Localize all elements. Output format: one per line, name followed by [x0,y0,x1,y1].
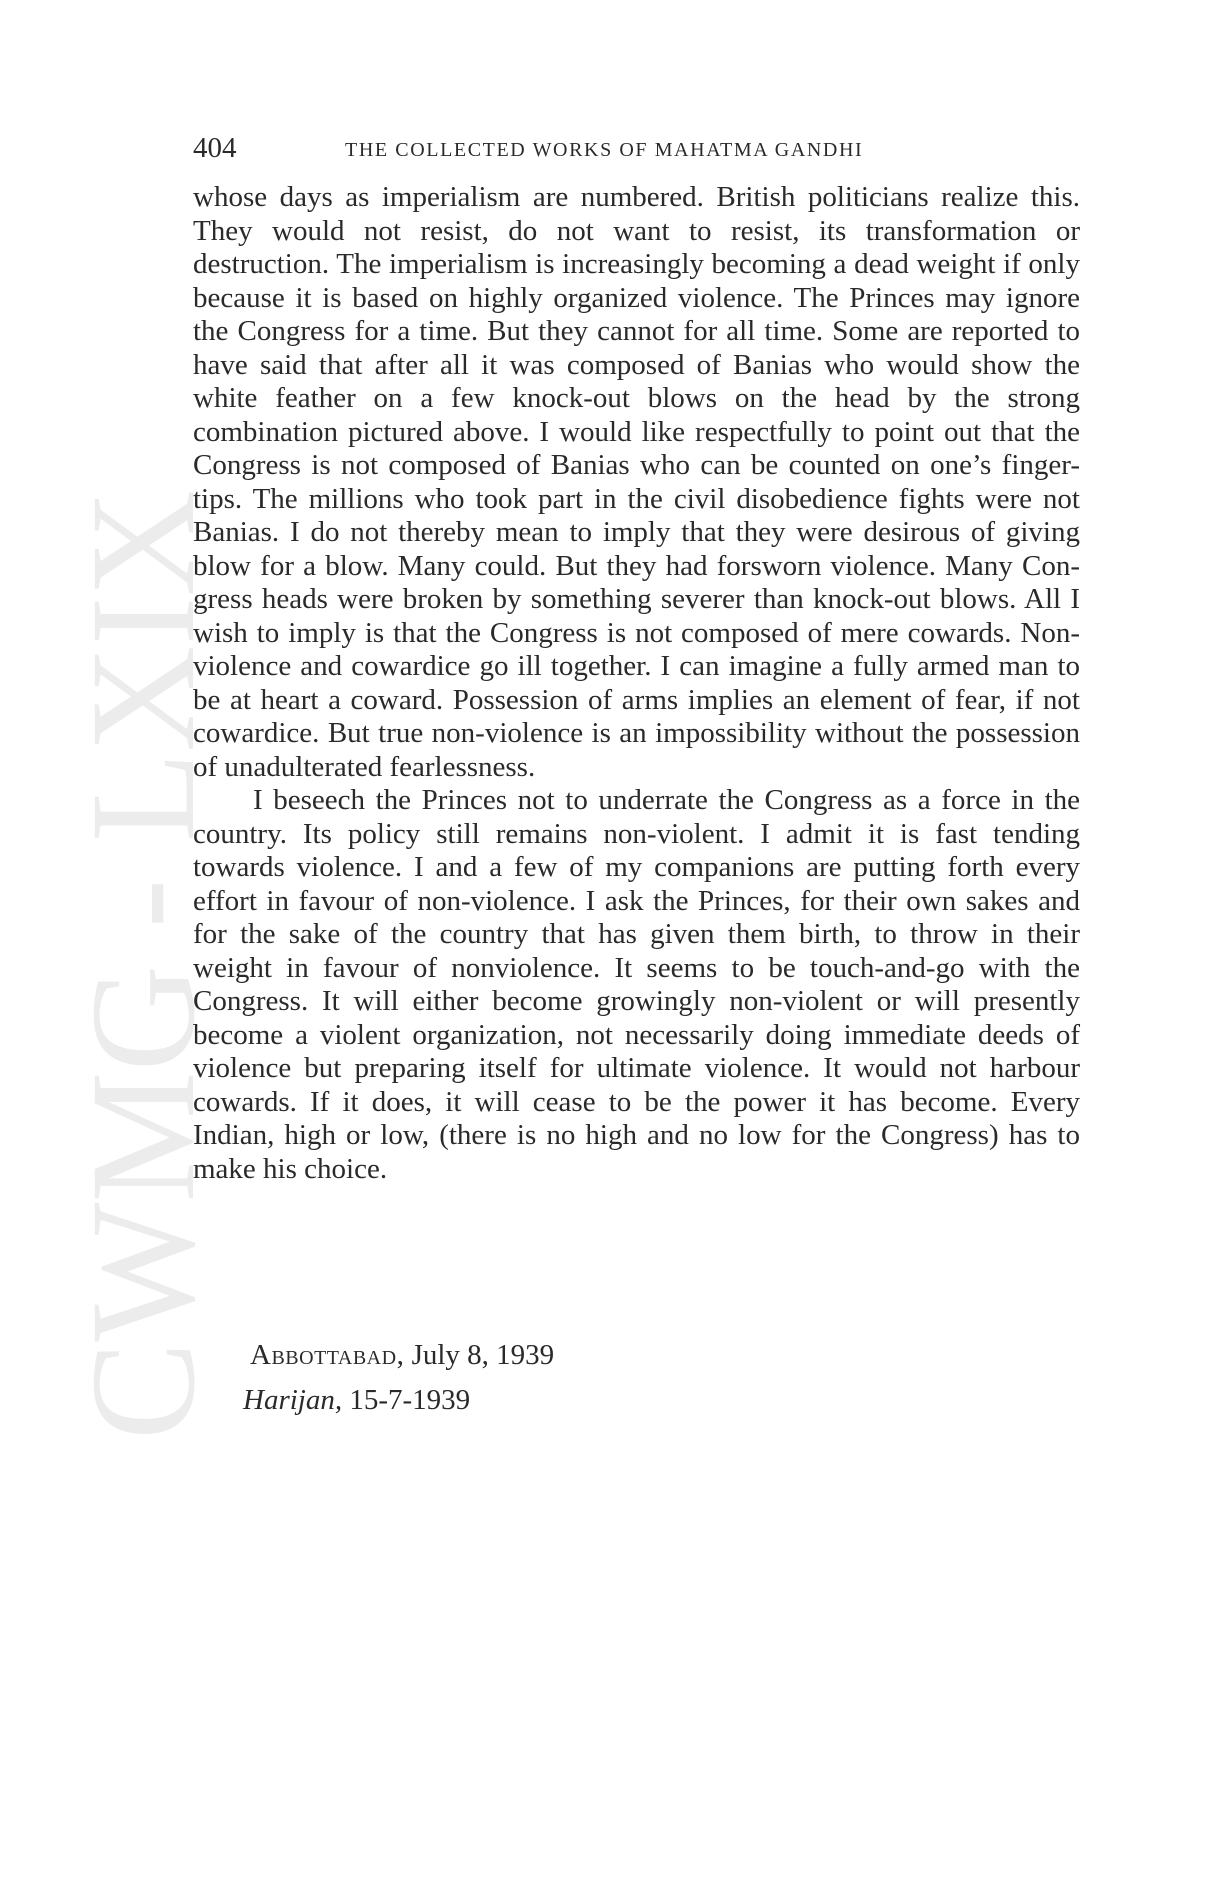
paragraph: whose days as imperialism are numbered. British politicians realize this. They would not resist, do not want to resist, its transformation or destruction. The imperialism is increasingly becoming a dead weight if only because it is based on highly organized violence. The Princes may ignore the Congress for a time. But they cannot for all time. Some are reported to have said that after all it was composed of Banias who would show the white feather on a few knock-out blows on the head by the strong combination pictured above. I would like respectfully to point out that the Congress is not composed of Banias who can be counted on one’s finger-tips. The millions who took part in the civil disobedience fights were not Banias. I do not thereby mean to imply that they were desirous of giving blow for a blow. Many could. But they had forsworn violence. Many Congress heads were broken by something severer than knock-out blows. All I wish to imply is that the Congress is not composed of mere cowards. Non-violence and cowardice go ill together. I can imagine a fully armed man to be at heart a coward. Possession of arms implies an element of fear, if not cowardice. But true non-violence is an impossibility without the possession of unadulterated fearlessness. [193,181,1080,783]
body-text [193,181,1080,1186]
paragraph: I beseech the Princes not to underrate the Congress as a force in the country. Its policy still remains non-violent. I admit it is fast tending towards violence. I and a few of my companions are putting forth every effort in favour of non-violence. I ask the Princes, for their own sakes and for the sake of the country that has given them birth, to throw in their weight in favour of nonviolence. It seems to be touch-and-go with the Congress. It will either become growingly non-violent or will presently become a violent organization, not necessarily doing immediate deeds of violence but preparing itself for ultimate violence. It would not harbour cowards. If it does, it will cease to be the power it has become. Every Indian, high or low, (there is no high and no low for the Congress) has to make his choice. [193,784,1080,1185]
running-title: THE COLLECTED WORKS OF MAHATMA GANDHI [345,139,864,161]
source-date: 15-7-1939 [349,1384,471,1416]
source-journal: Harijan, [243,1384,343,1416]
page-number: 404 [193,132,237,164]
page-header [193,128,1080,168]
dateline-date: July 8, 1939 [411,1339,555,1371]
watermark-text: CWMG - LXIX [60,473,226,1440]
source-citation [243,1380,470,1420]
dateline [250,1335,554,1375]
dateline-place: Abbottabad, [250,1339,405,1371]
